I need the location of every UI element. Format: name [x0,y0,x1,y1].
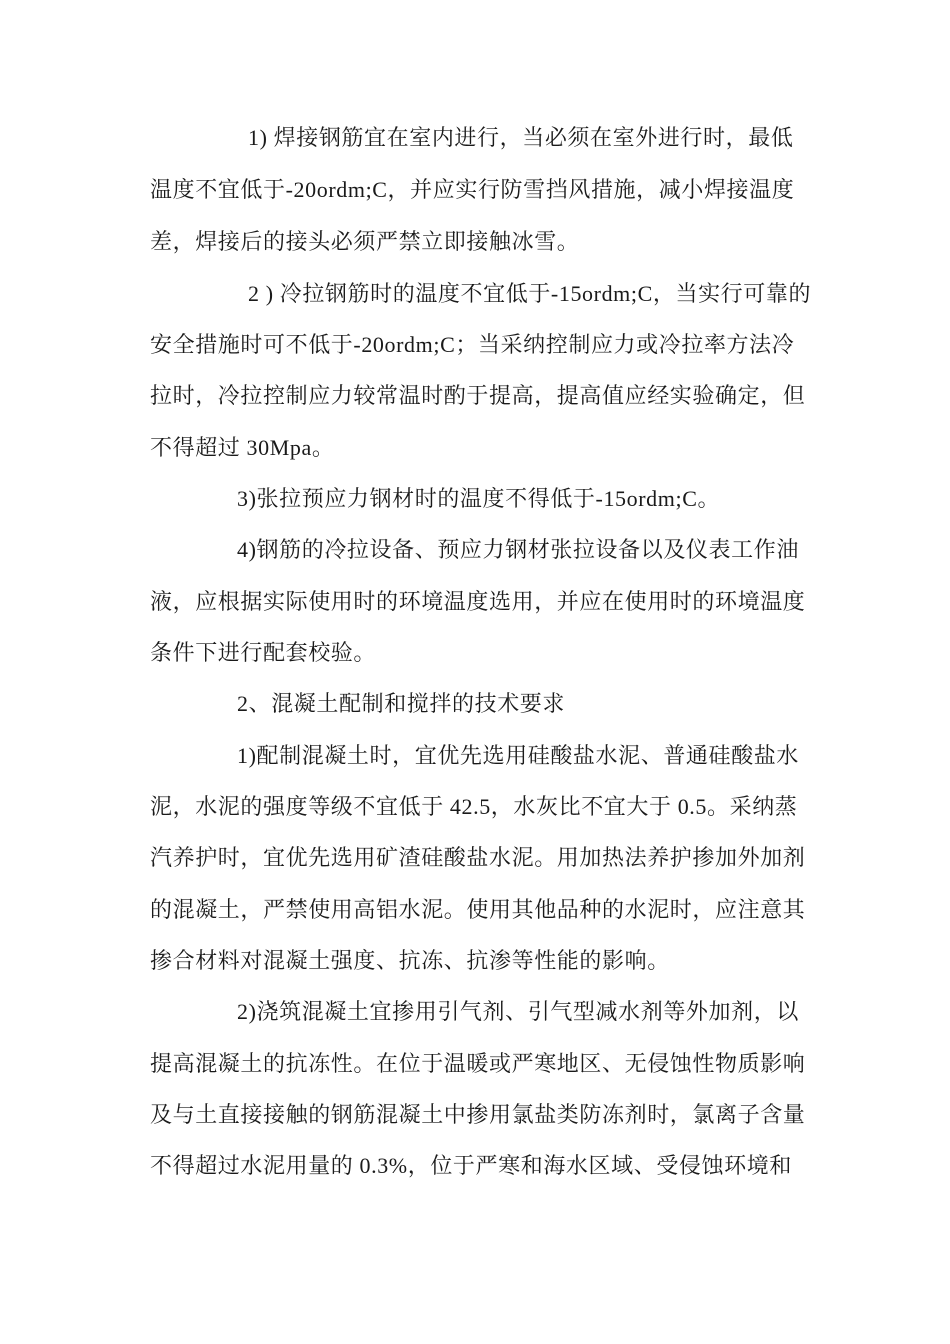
text-line: 温度不宜低于-20ordm;C，并应实行防雪挡风措施，减小焊接温度 [150,177,795,202]
text-line: 2)浇筑混凝土宜掺用引气剂、引气型减水剂等外加剂，以 [237,999,799,1024]
text-line: 拉时，冷拉控制应力较常温时酌于提高，提高值应经实验确定，但 [150,383,806,408]
text-line: 2 ) 冷拉钢筋时的温度不宜低于-15ordm;C，当实行可靠的 [248,281,812,306]
text-line: 不得超过水泥用量的 0.3%，位于严寒和海水区域、受侵蚀环境和 [150,1153,792,1178]
text-line: 条件下进行配套校验。 [150,640,377,665]
text-line: 汽养护时，宜优先选用矿渣硅酸盐水泥。用加热法养护掺加外加剂 [150,845,806,870]
text-line: 及与土直接接触的钢筋混凝土中掺用氯盐类防冻剂时，氯离子含量 [150,1102,806,1127]
text-line: 差，焊接后的接头必须严禁立即接触冰雪。 [150,229,580,254]
text-line: 不得超过 30Mpa。 [150,435,335,460]
text-line: 提高混凝土的抗冻性。在位于温暖或严寒地区、无侵蚀性物质影响 [150,1051,806,1076]
text-line: 1) 焊接钢筋宜在室内进行，当必须在室外进行时，最低 [248,125,794,150]
text-line: 掺合材料对混凝土强度、抗冻、抗渗等性能的影响。 [150,948,670,973]
text-line: 泥，水泥的强度等级不宜低于 42.5，水灰比不宜大于 0.5。采纳蒸 [150,794,798,819]
text-line: 3)张拉预应力钢材时的温度不得低于-15ordm;C。 [237,486,721,511]
text-line: 安全措施时可不低于-20ordm;C；当采纳控制应力或冷拉率方法冷 [150,332,795,357]
text-line: 的混凝土，严禁使用高铝水泥。使用其他品种的水泥时，应注意其 [150,897,806,922]
text-line: 液，应根据实际使用时的环境温度选用，并应在使用时的环境温度 [150,589,806,614]
text-line: 4)钢筋的冷拉设备、预应力钢材张拉设备以及仪表工作油 [237,537,799,562]
section-heading: 2、混凝土配制和搅拌的技术要求 [237,691,566,716]
text-line: 1)配制混凝土时，宜优先选用硅酸盐水泥、普通硅酸盐水 [237,743,799,768]
